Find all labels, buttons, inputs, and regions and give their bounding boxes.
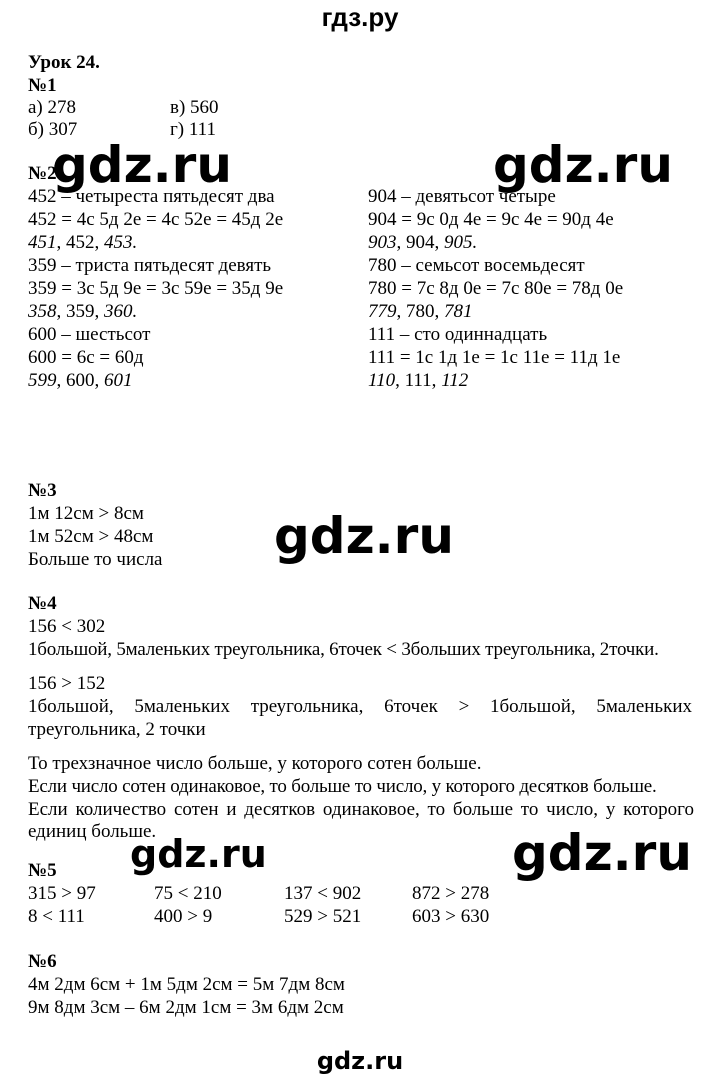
- task-2-line: 359 – триста пятьдесят девять: [28, 255, 272, 276]
- task-3-line: 1м 12см > 8см: [28, 503, 144, 524]
- task-1-answer-v: в) 560: [170, 97, 219, 118]
- task-1-title: №1: [28, 75, 57, 96]
- watermark-logo: gdz.ru: [493, 136, 673, 194]
- task-6-title: №6: [28, 951, 57, 972]
- task-5-cell: 529 > 521: [284, 906, 362, 927]
- task-4-line: 1большой, 5маленьких треугольника, 6точек < 3больших треугольника, 2точки.: [28, 639, 659, 660]
- task-5-cell: 137 < 902: [284, 883, 362, 904]
- task-6-line: 9м 8дм 3см – 6м 2дм 1см = 3м 6дм 2см: [28, 997, 344, 1018]
- task-6-line: 4м 2дм 6см + 1м 5дм 2см = 5м 7дм 8см: [28, 974, 345, 995]
- task-5-cell: 872 > 278: [412, 883, 490, 904]
- task-2-line: 111 = 1с 1д 1е = 1с 11е = 11д 1е: [368, 347, 621, 368]
- task-5-cell: 400 > 9: [154, 906, 213, 927]
- task-5-cell: 315 > 97: [28, 883, 96, 904]
- task-2-neighbors: 451, 452, 453.: [28, 232, 138, 253]
- task-5-cell: 8 < 111: [28, 906, 85, 927]
- task-4-rule: Если число сотен одинаковое, то больше то число, у которого десятков больше.: [28, 776, 657, 797]
- task-3-title: №3: [28, 480, 57, 501]
- task-2-title: №2: [28, 163, 57, 184]
- task-2-line: 780 – семьсот восемьдесят: [368, 255, 585, 276]
- task-3-line: Больше то числа: [28, 549, 163, 570]
- task-2-line: 359 = 3с 5д 9е = 3с 59е = 35д 9е: [28, 278, 284, 299]
- task-5-title: №5: [28, 860, 57, 881]
- task-2-neighbors: 110, 111, 112: [368, 370, 469, 391]
- task-5-cell: 75 < 210: [154, 883, 222, 904]
- task-3-line: 1м 52см > 48см: [28, 526, 154, 547]
- task-1-answer-g: г) 111: [170, 119, 216, 140]
- task-4-line: 1большой, 5маленьких треугольника, 6точек > 1большой, 5маленьких: [28, 696, 692, 717]
- watermark-logo: gdz.ru: [274, 507, 454, 565]
- task-2-line: 111 – сто одиннадцать: [368, 324, 548, 345]
- watermark-logo: gdz.ru: [52, 136, 232, 194]
- task-1-answer-b: б) 307: [28, 119, 78, 140]
- task-4-title: №4: [28, 593, 57, 614]
- task-2-line: 904 = 9с 0д 4е = 9с 4е = 90д 4е: [368, 209, 614, 230]
- lesson-title: Урок 24.: [28, 52, 100, 73]
- task-2-line: 452 = 4с 5д 2е = 4с 52е = 45д 2е: [28, 209, 284, 230]
- task-2-neighbors: 903, 904, 905.: [368, 232, 478, 253]
- task-4-line: 156 < 302: [28, 616, 106, 637]
- task-4-line: треугольника, 2 точки: [28, 719, 206, 740]
- footer-watermark: gdz.ru: [316, 1047, 404, 1075]
- task-4-rule: То трехзначное число больше, у которого сотен больше.: [28, 753, 482, 774]
- task-2-line: 780 = 7с 8д 0е = 7с 80е = 78д 0е: [368, 278, 624, 299]
- task-2-line: 600 – шестьсот: [28, 324, 151, 345]
- task-5-cell: 603 > 630: [412, 906, 490, 927]
- task-2-line: 452 – четыреста пятьдесят два: [28, 186, 275, 207]
- task-4-rule: Если количество сотен и десятков одинаковое, то больше то число, у которого единиц больше.: [28, 799, 694, 842]
- task-2-line: 600 = 6с = 60д: [28, 347, 144, 368]
- task-2-neighbors: 358, 359, 360.: [28, 301, 138, 322]
- site-header: гдз.ру: [321, 2, 399, 32]
- task-2-neighbors: 599, 600, 601: [28, 370, 133, 391]
- task-2-neighbors: 779, 780, 781: [368, 301, 473, 322]
- watermark-logo: gdz.ru: [512, 824, 692, 882]
- task-1-answer-a: а) 278: [28, 97, 77, 118]
- watermark-logo: gdz.ru: [130, 832, 267, 876]
- task-2-line: 904 – девятьсот четыре: [368, 186, 556, 207]
- task-4-line: 156 > 152: [28, 673, 106, 694]
